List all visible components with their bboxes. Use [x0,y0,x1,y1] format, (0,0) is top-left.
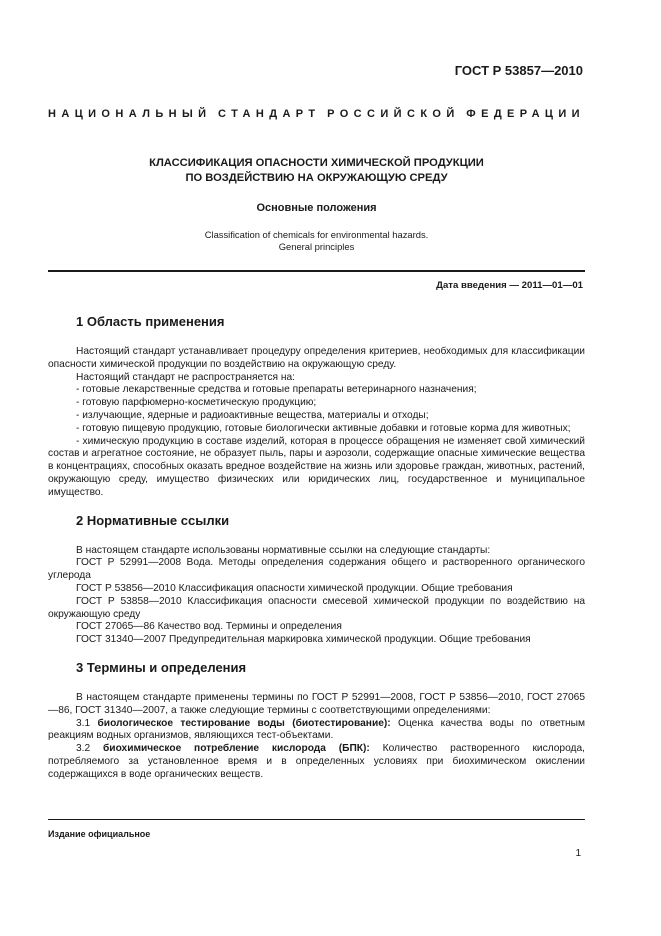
list-item: - готовую парфюмерно-косметическую продукцию; [76,397,317,409]
term-definition [48,743,585,781]
banner-word: РОССИЙСКОЙ [327,108,460,120]
paragraph: Настоящий стандарт не распространяется на: [76,371,296,383]
title-line: КЛАССИФИКАЦИЯ ОПАСНОСТИ ХИМИЧЕСКОЙ ПРОДУКЦИИ [149,157,484,169]
section-heading-references: 2 Нормативные ссылки [76,512,230,528]
paragraph: В настоящем стандарте применены термины по ГОСТ Р 52991—2008, ГОСТ Р 53856—2010, ГОСТ 27065—86, ГОСТ 31340—2007, а также следующие термины с соответствующими определениями: [48,691,585,716]
paragraph: В настоящем стандарте использованы нормативные ссылки на следующие стандарты: [76,544,491,556]
banner-word: НАЦИОНАЛЬНЫЙ [48,108,212,120]
document-title [48,156,585,186]
banner-word: СТАНДАРТ [218,108,321,120]
national-standard-banner [48,108,585,120]
list-item: - химическую продукцию в составе изделий, которая в процессе обращения не изменяет свой химический состав и агрегатное состояние, не образует пыль, пары и аэрозоли, содержащие опасные химические вещества в концентрациях, способных оказать вредное воздействие на жизнь или здоровье граждан, животных, растений, окружающую среду, имущество физических или юридических лиц, государственное и муниципальное имущество. [48,435,585,498]
term-text: Оценка качества воды по ответным реакциям водных организмов, являющихся тест-объектами. [48,717,586,742]
document-body [48,314,585,782]
list-item: - излучающие, ядерные и радиоактивные вещества, материалы и отходы; [76,409,429,421]
section-heading-scope: 1 Область применения [76,314,225,329]
english-title-line: Classification of chemicals for environmental hazards. [204,229,429,240]
reference-item: ГОСТ 27065—86 Качество вод. Термины и определения [76,621,342,633]
list-item: - готовую пищевую продукцию, готовые биологически активные добавки и готовые корма для животных; [76,422,571,434]
footer-divider [48,819,585,820]
edition-note: Издание официальное [48,829,151,839]
term-name: биологическое тестирование воды (биотестирование): [97,717,391,729]
section-heading-terms: 3 Термины и определения [76,659,247,675]
list-item: - готовые лекарственные средства и готовые препараты ветеринарного назначения; [76,384,477,396]
term-number: 3.2 [76,743,91,755]
reference-item: ГОСТ Р 53856—2010 Классификация опасности химической продукции. Общие требования [76,582,513,594]
term-definition [48,718,585,744]
reference-item: ГОСТ Р 52991—2008 Вода. Методы определения содержания общего и растворенного органического углерода [48,557,585,582]
banner-word: ФЕДЕРАЦИИ [466,108,585,120]
page-number: 1 [575,848,581,859]
document-subtitle: Основные положения [256,202,377,214]
term-number: 3.1 [76,717,91,729]
english-title [48,229,585,253]
term-name: биохимическое потребление кислорода (БПК): [103,743,370,755]
introduction-date: Дата введения — 2011—01—01 [436,280,583,291]
document-code: ГОСТ Р 53857—2010 [454,63,583,78]
header-divider [48,270,585,272]
english-title-line: General principles [278,241,355,252]
title-line: ПО ВОЗДЕЙСТВИЮ НА ОКРУЖАЮЩУЮ СРЕДУ [185,172,448,184]
paragraph: Настоящий стандарт устанавливает процедуру определения критериев, необходимых для классификации опасности химической продукции по воздействию на окружающую среду. [48,346,585,370]
term-text: Количество растворенного кислорода, потребляемого за установленное время и в определенных условиях при биохимическом окислении содержащихся в воде органических веществ. [48,743,585,780]
reference-item: ГОСТ Р 53858—2010 Классификация опасности смесевой химической продукции по воздействию на окружающую среду [48,595,585,620]
reference-item: ГОСТ 31340—2007 Предупредительная маркировка химической продукции. Общие требования [76,634,531,646]
